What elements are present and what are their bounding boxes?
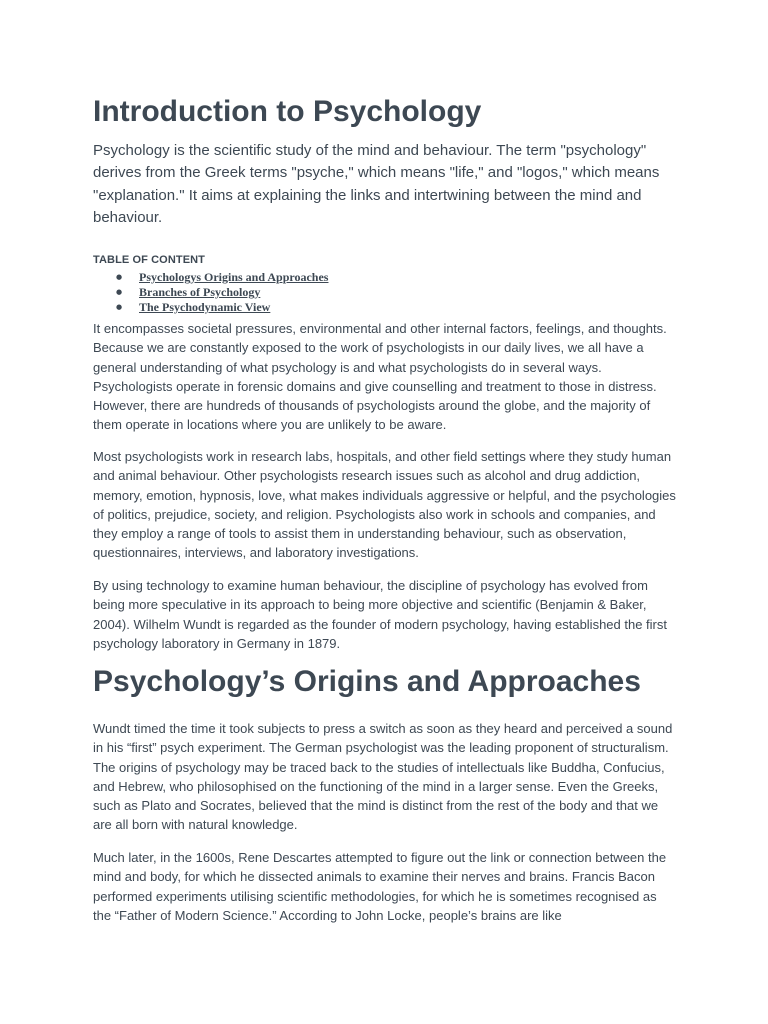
body-paragraph: By using technology to examine human behaviour, the discipline of psychology has evolved from being more speculative in its approach to being more objective and scientific (Benjamin & Baker, 2004). Wilhelm Wundt is regarded as the founder of modern psychology, having established the first psychology laboratory in Germany in 1879. xyxy=(93,578,667,651)
page-title: Introduction to Psychology xyxy=(93,95,482,128)
body-paragraph: Most psychologists work in research labs, hospitals, and other field settings where they study human and animal behaviour. Other psychologists research issues such as alcohol and drug addiction, memory, emotion, hypnosis, love, what makes individuals aggressive or helpful, and the psychologies of politics, prejudice, society, and religion. Psychologists also work in schools and companies, and they employ a range of tools to assist them in understanding behaviour, such as observation, questionnaires, interviews, and laboratory investigations. xyxy=(93,449,676,561)
bullet-icon: ● xyxy=(116,288,123,296)
section-paragraph: Wundt timed the time it took subjects to press a switch as soon as they heard and perceived a sound in his “first” psych experiment. The German psychologist was the leading proponent of structuralism. The origins of psychology may be traced back to the studies of intellectuals like Buddha, Confucius, and Hebrew, who philosophised on the functioning of the mind in a larger sense. Even the Greeks, such as Plato and Socrates, believed that the mind is distinct from the rest of the body and that we are all born with natural knowledge. xyxy=(93,721,673,833)
toc-link-branches[interactable]: Branches of Psychology xyxy=(139,285,261,299)
toc-link-psychodynamic[interactable]: The Psychodynamic View xyxy=(139,300,271,314)
section-paragraph: Much later, in the 1600s, Rene Descartes attempted to figure out the link or connection between the mind and body, for which he dissected animals to examine their nerves and brains. Francis Bacon performed experiments utilising scientific methodologies, for which he is sometimes recognised as the “Father of Modern Science.” According to John Locke, people’s brains are like xyxy=(93,850,667,923)
toc-heading: TABLE OF CONTENT xyxy=(93,254,205,266)
body-paragraph: It encompasses societal pressures, environmental and other internal factors, feelings, and thoughts. Because we are constantly exposed to the work of psychologists in our daily lives, we all have a general understanding of what psychology is and what psychologists do in several ways. Psychologists operate in forensic domains and give counselling and treatment to those in distress. However, there are hundreds of thousands of psychologists around the globe, and the majority of them operate in locations where you are unlikely to be aware. xyxy=(93,321,667,433)
toc-link-origins[interactable]: Psychologys Origins and Approaches xyxy=(139,270,329,284)
bullet-icon: ● xyxy=(116,303,123,311)
bullet-icon: ● xyxy=(116,273,123,281)
section-heading: Psychology’s Origins and Approaches xyxy=(93,665,641,698)
intro-paragraph: Psychology is the scientific study of the mind and behaviour. The term "psychology" derives from the Greek terms "psyche," which means "life," and "logos," which means "explanation." It aims at explaining the links and intertwining between the mind and behaviour. xyxy=(93,142,660,226)
